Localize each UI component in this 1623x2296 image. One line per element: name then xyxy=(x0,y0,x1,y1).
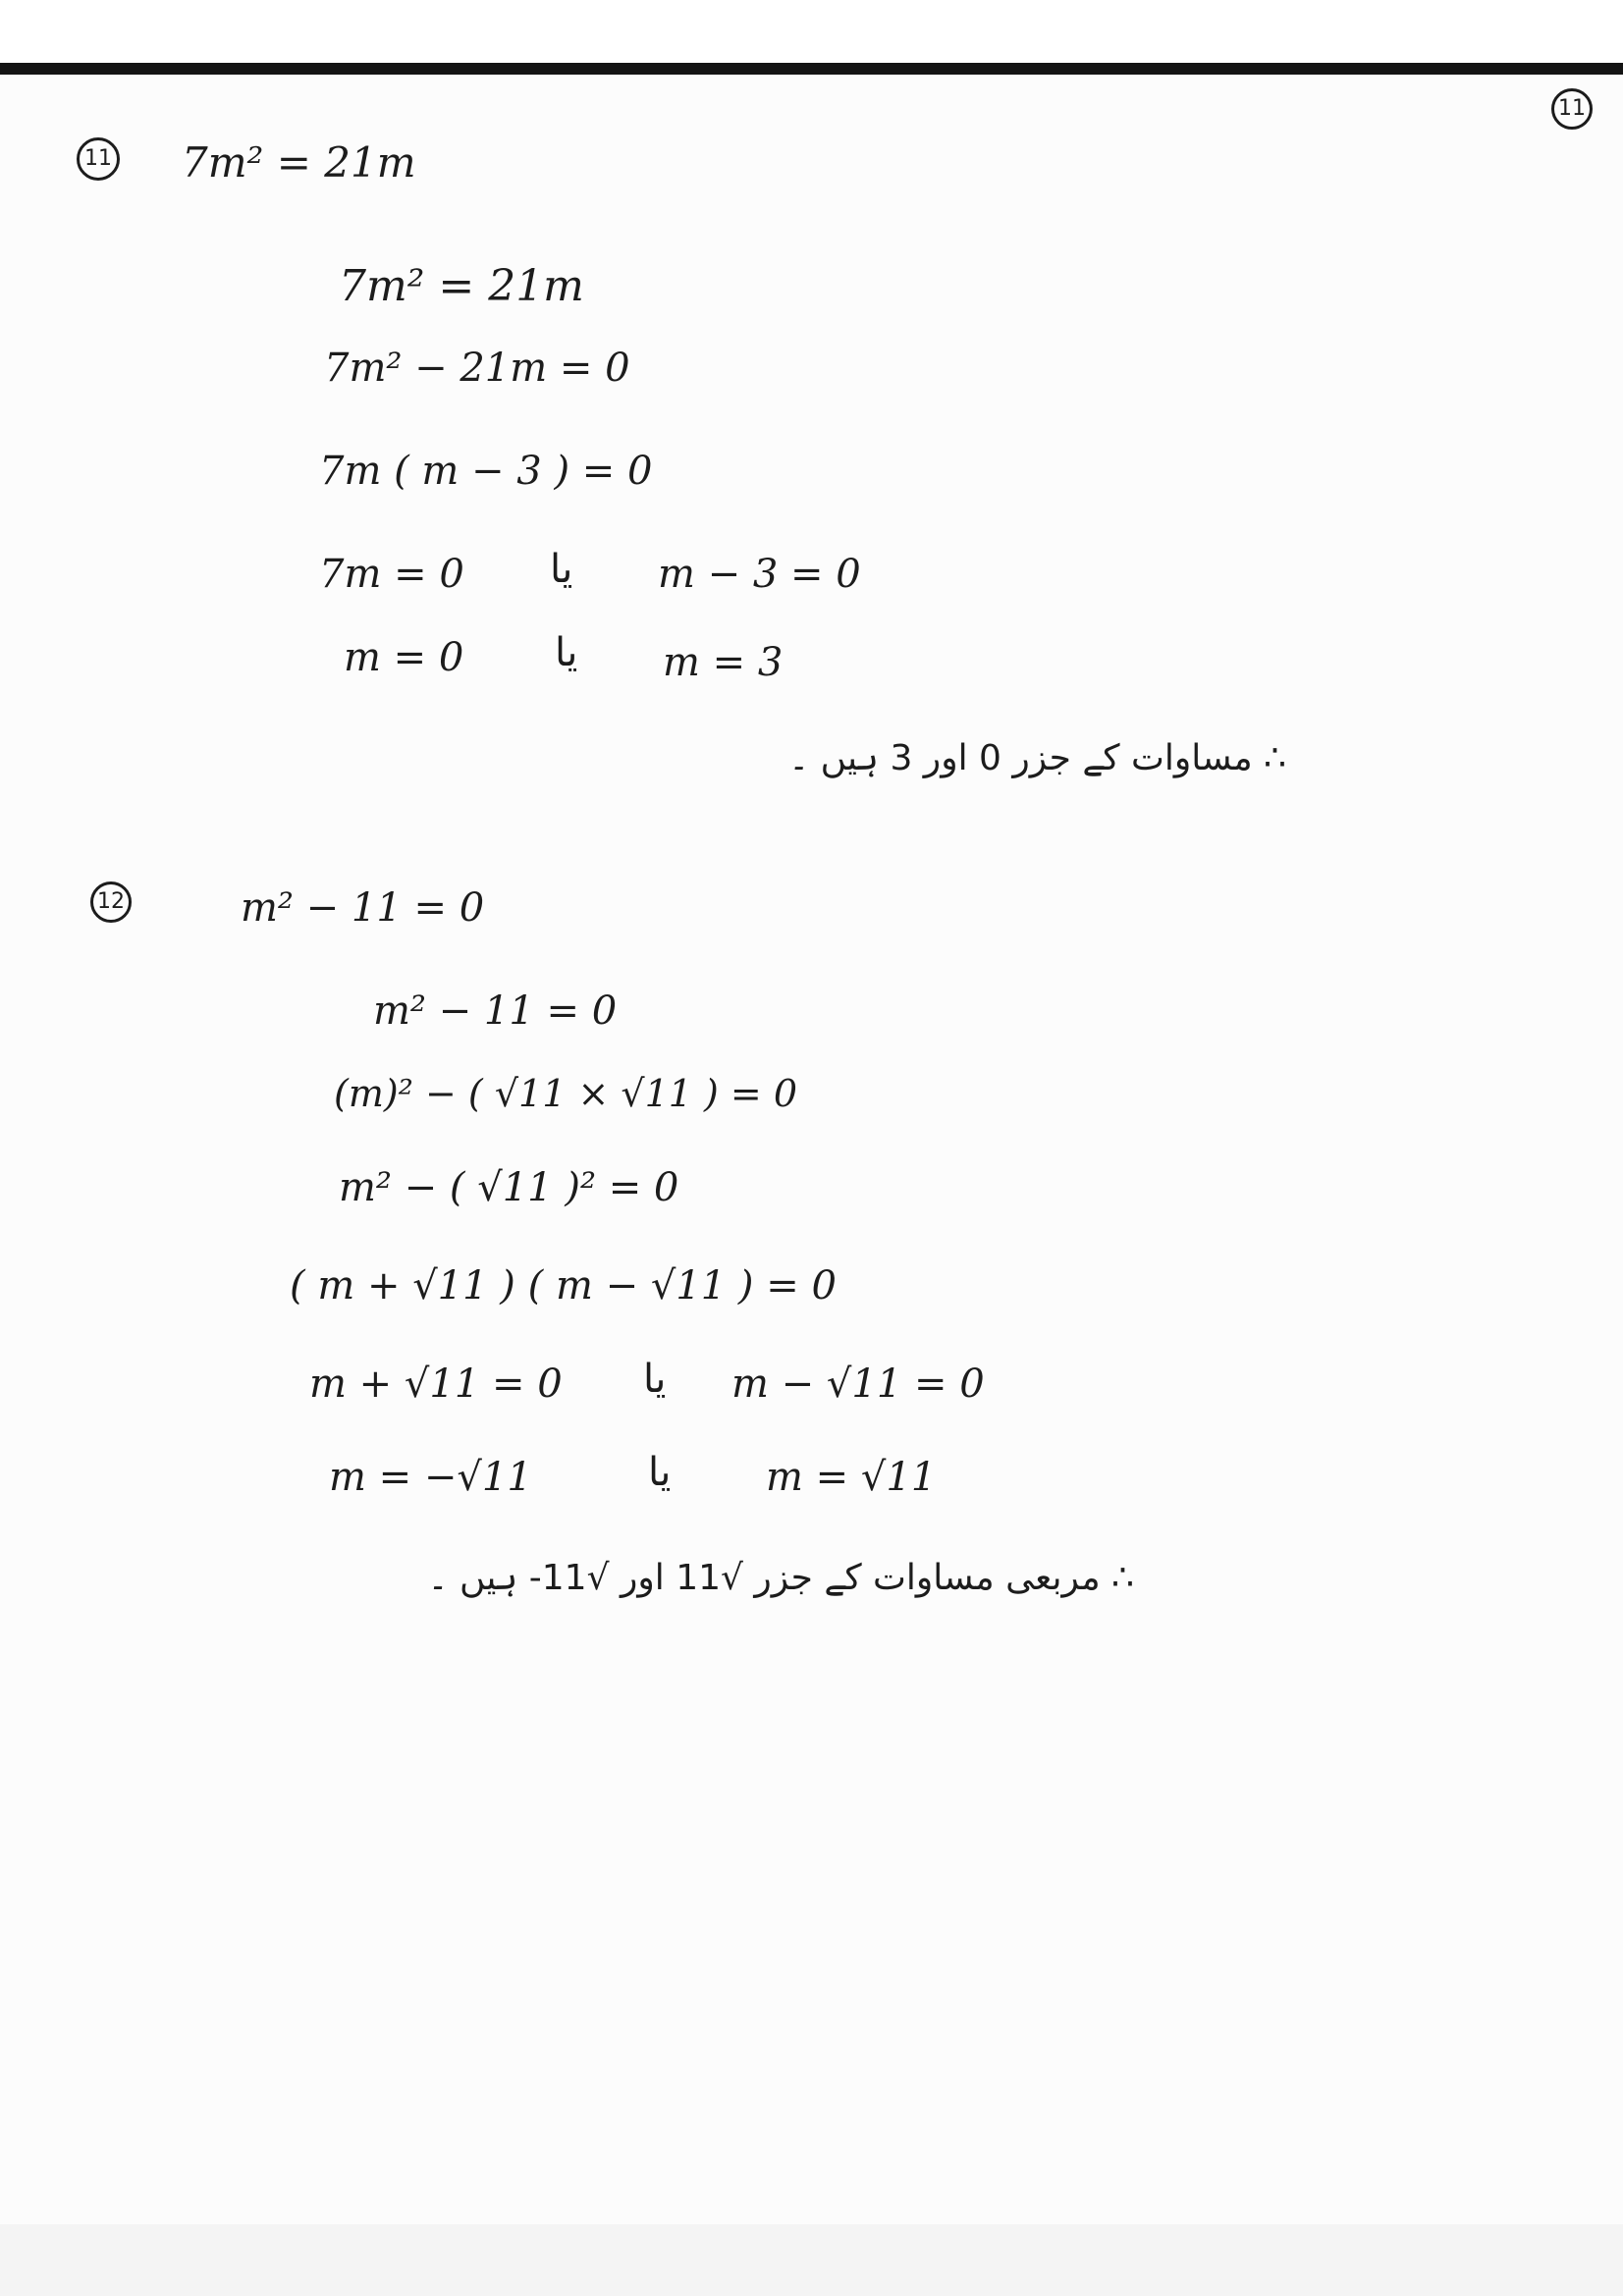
problem-12-conclusion: ∴ مربعی مساوات کے جزر √11 اور √11- ہیں ۔ xyxy=(427,1558,1134,1598)
bottom-margin xyxy=(0,2224,1623,2296)
problem-12-step-6a: m = −√11 xyxy=(329,1455,532,1500)
problem-11-connector-1: یا xyxy=(550,547,573,592)
problem-12-connector-1: یا xyxy=(643,1357,667,1402)
problem-11-question: 7m² = 21m xyxy=(182,138,416,187)
problem-12-number-badge xyxy=(90,881,132,923)
problem-12-step-5a: m + √11 = 0 xyxy=(309,1362,563,1407)
top-margin xyxy=(0,0,1623,63)
problem-12-step-3: m² − ( √11 )² = 0 xyxy=(339,1165,679,1210)
problem-12-step-2: (m)² − ( √11 × √11 ) = 0 xyxy=(334,1072,798,1115)
problem-11-step-5a: m = 0 xyxy=(344,635,464,680)
problem-11-step-4a: 7m = 0 xyxy=(319,552,464,597)
problem-11-conclusion: ∴ مساوات کے جزر 0 اور 3 ہیں ۔ xyxy=(788,738,1286,778)
page-top-edge xyxy=(0,63,1623,75)
page-number-text: 11 xyxy=(1558,96,1586,121)
notebook-page xyxy=(0,75,1623,2224)
problem-11-step-4b: m − 3 = 0 xyxy=(658,552,861,597)
problem-11-step-2: 7m² − 21m = 0 xyxy=(324,346,630,391)
problem-11-number-badge xyxy=(77,137,120,181)
problem-11-connector-2: یا xyxy=(555,630,578,675)
page-number-badge xyxy=(1551,88,1593,130)
problem-11-number: 11 xyxy=(84,146,112,171)
problem-12-step-6b: m = √11 xyxy=(766,1455,937,1500)
problem-12-step-4: ( m + √11 ) ( m − √11 ) = 0 xyxy=(290,1263,837,1308)
problem-12-step-1: m² − 11 = 0 xyxy=(373,988,618,1034)
problem-12-number: 12 xyxy=(97,889,125,914)
problem-12-connector-2: یا xyxy=(648,1450,672,1495)
problem-11-step-5b: m = 3 xyxy=(663,640,784,685)
problem-11-step-3: 7m ( m − 3 ) = 0 xyxy=(319,449,653,494)
problem-12-question: m² − 11 = 0 xyxy=(241,885,485,931)
problem-12-step-5b: m − √11 = 0 xyxy=(731,1362,985,1407)
problem-11-step-1: 7m² = 21m xyxy=(339,261,584,311)
